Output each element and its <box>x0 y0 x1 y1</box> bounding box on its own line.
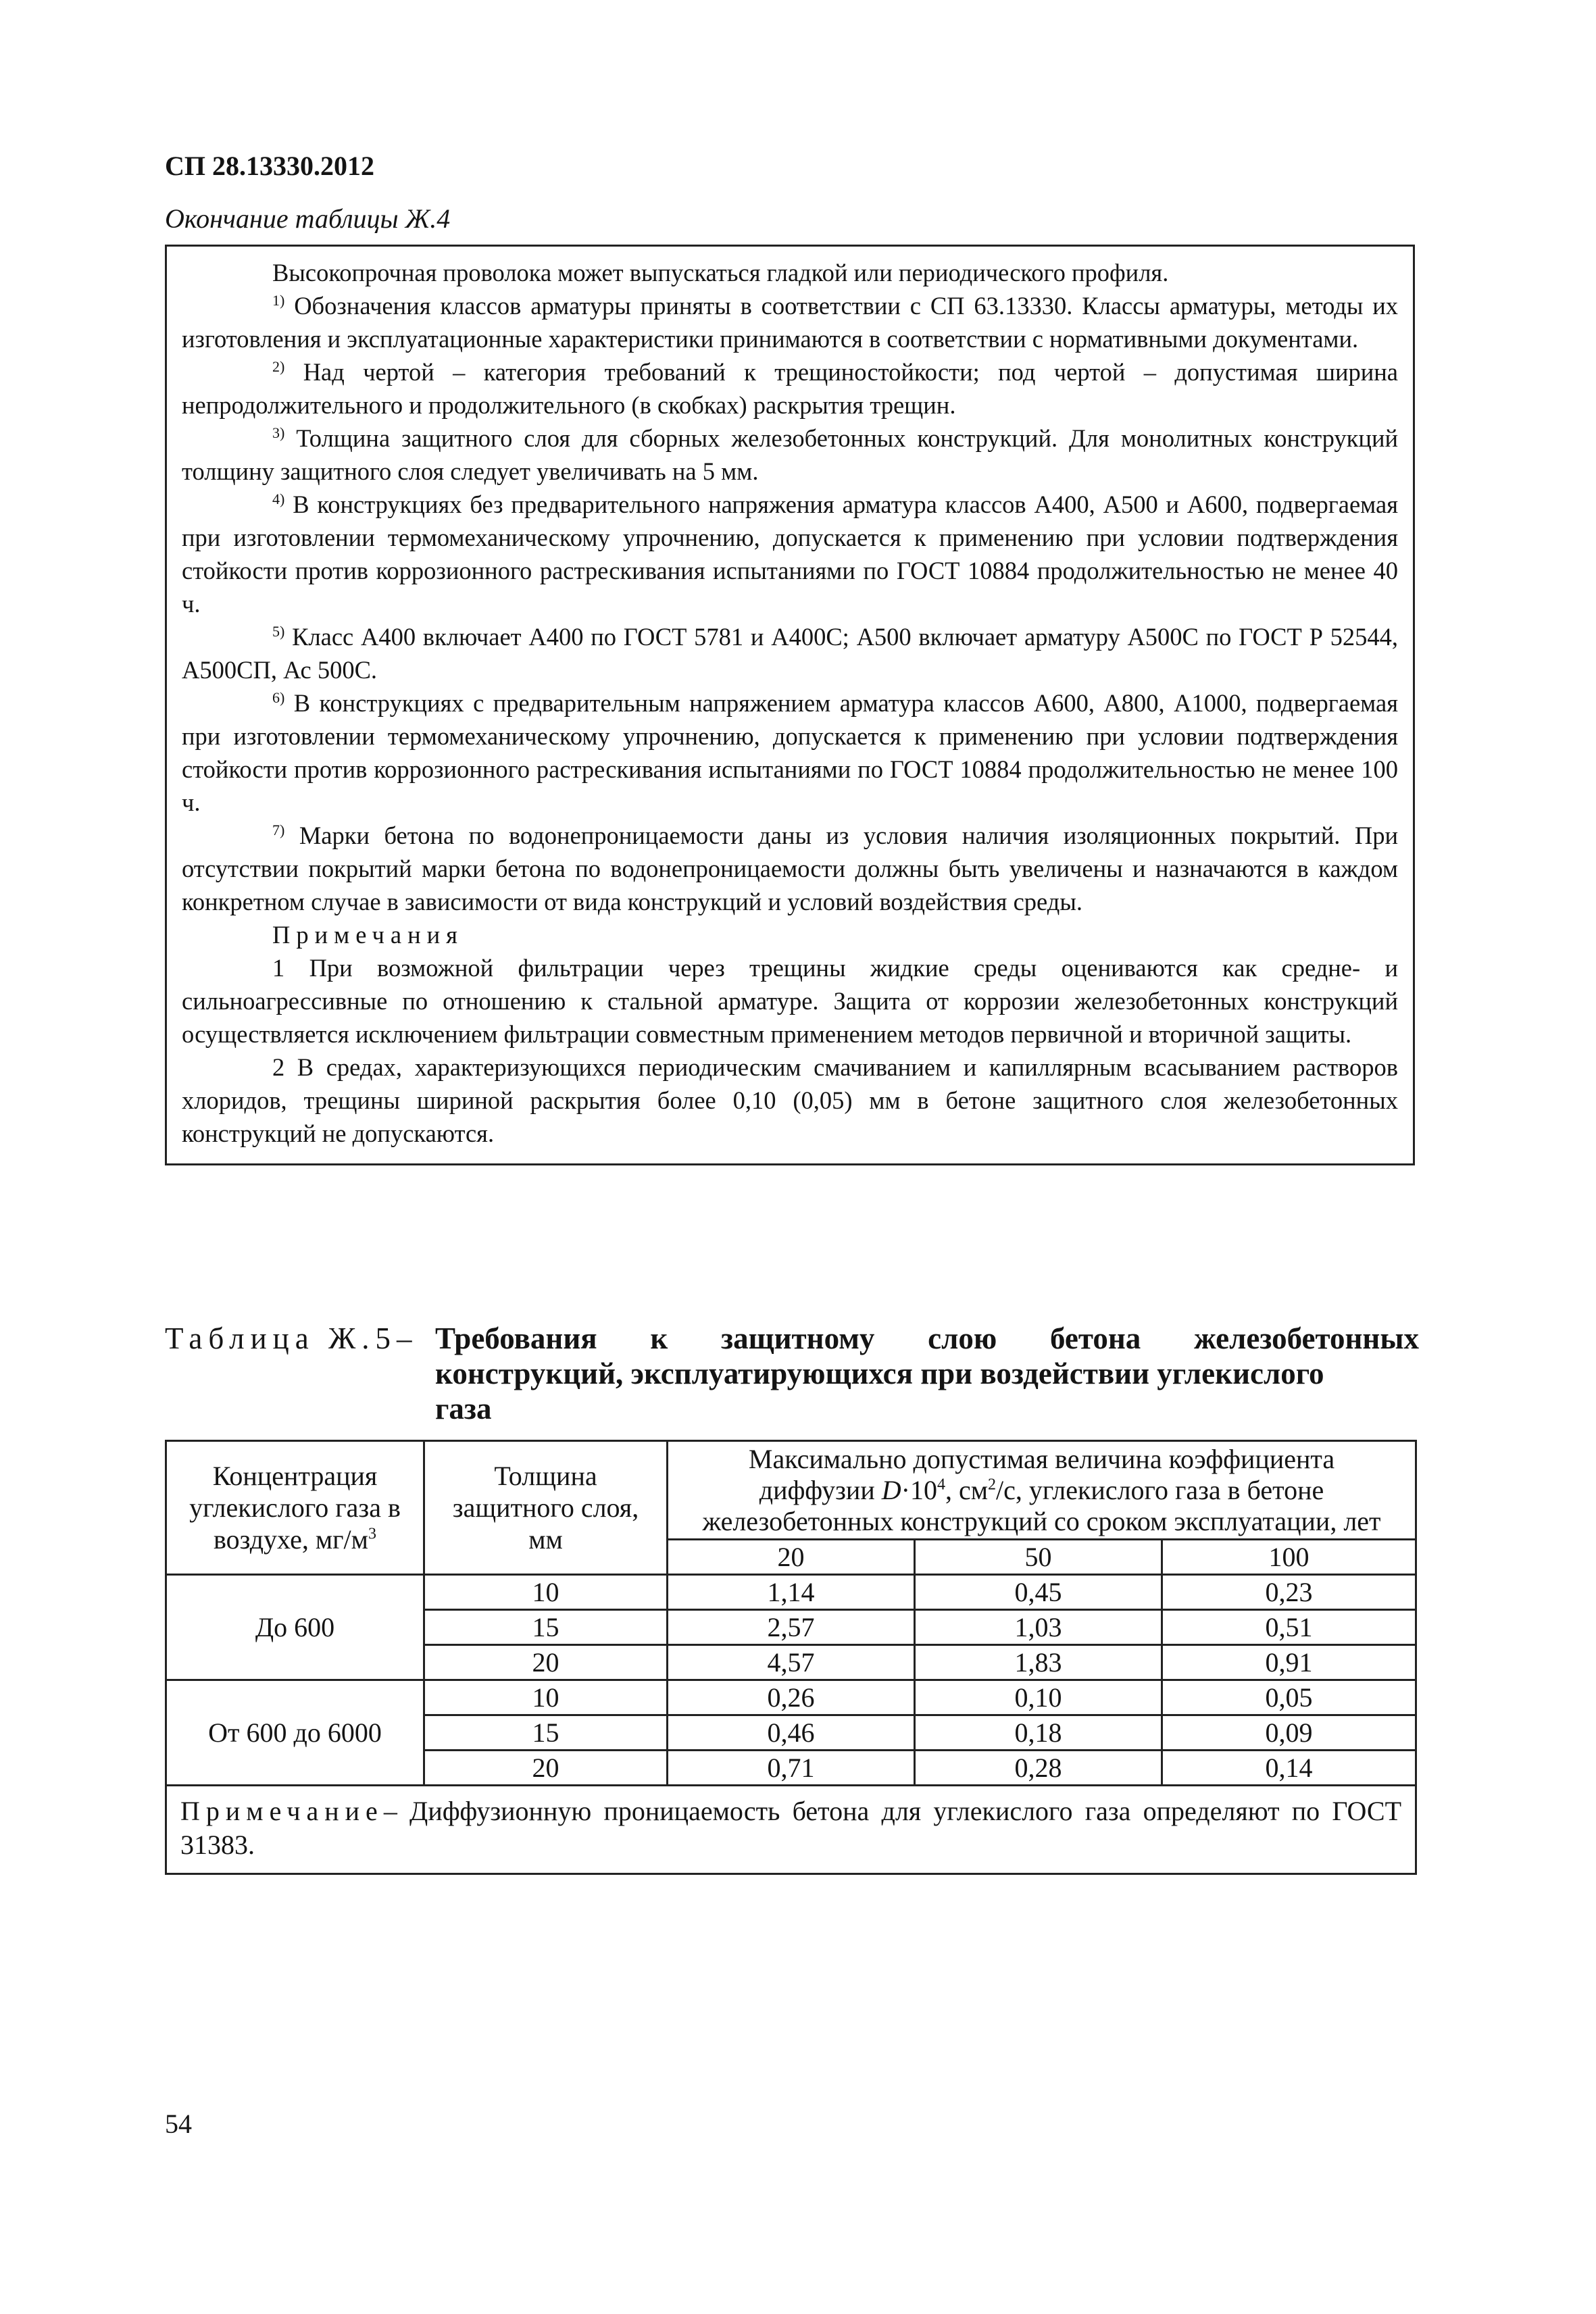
footnote-6 <box>182 686 1398 819</box>
header-concentration <box>166 1441 424 1575</box>
header-fragment: диффузии <box>759 1474 882 1505</box>
value-cell: 0,46 <box>668 1715 915 1751</box>
footnote-text: Класс А400 включает А400 по ГОСТ 5781 и А400С; А500 включает арматуру А500С по ГОСТ Р 52544, А500СП, Ас 500С. <box>182 623 1399 684</box>
value-cell: 0,51 <box>1162 1610 1416 1645</box>
value-cell: 0,10 <box>915 1680 1162 1715</box>
header-line: Толщина <box>494 1461 597 1491</box>
table-label-dash: – <box>397 1322 418 1355</box>
thickness-cell: 10 <box>424 1575 668 1610</box>
value-cell: 1,14 <box>668 1575 915 1610</box>
header-diffusion <box>668 1441 1416 1540</box>
concentration-cell: До 600 <box>166 1575 424 1680</box>
superscript: 4 <box>937 1476 945 1494</box>
value-cell: 0,26 <box>668 1680 915 1715</box>
footnote-mark: 6) <box>272 688 285 706</box>
value-cell: 4,57 <box>668 1645 915 1680</box>
footnote-text: В конструкциях без предварительного напряжения арматура классов А400, А500 и А600, подвергаемая при изготовлении термомеханическому упрочнению, допускается к применению при условии подтверждения стойкости против коррозионного растрескивания испытаниями по ГОСТ 10884 продолжительностью не менее 40 ч. <box>182 491 1399 618</box>
value-cell: 0,45 <box>915 1575 1162 1610</box>
footnote-mark: 5) <box>272 622 285 640</box>
footnote-mark: 3) <box>272 424 285 441</box>
table-note-row <box>166 1786 1416 1874</box>
table-header-row <box>166 1441 1416 1540</box>
table-zh5-label <box>165 1321 418 1356</box>
footnote-text: Обозначения классов арматуры приняты в соответствии с СП 63.13330. Классы арматуры, методы их изготовления и эксплуатационные характеристики принимаются в соответствии с нормативными документами. <box>182 292 1399 353</box>
footnote-text: Марки бетона по водонепроницаемости даны из условия наличия изоляционных покрытий. При отсутствии покрытий марки бетона по водонепроницаемости должны быть увеличены и назначаются в каждом конкретном случае в зависимости от вида конструкций и условий воздействия среды. <box>182 822 1398 915</box>
value-cell: 0,71 <box>668 1751 915 1786</box>
value-cell: 0,14 <box>1162 1751 1416 1786</box>
table-row <box>166 1575 1416 1610</box>
footnote-1 <box>182 289 1398 355</box>
table-continuation-caption: Окончание таблицы Ж.4 <box>165 203 451 234</box>
superscript: 2 <box>988 1476 997 1494</box>
header-thickness <box>424 1441 668 1575</box>
year-cell: 20 <box>668 1540 915 1575</box>
header-line: воздухе, мг/м <box>214 1524 368 1555</box>
thickness-cell: 10 <box>424 1680 668 1715</box>
table-zh5 <box>165 1440 1417 1875</box>
year-cell: 100 <box>1162 1540 1416 1575</box>
header-fragment: /с, углекислого газа в бетоне <box>996 1474 1324 1505</box>
note-label: Примечание <box>180 1796 384 1826</box>
header-line: Максимально допустимая величина коэффициента <box>748 1443 1335 1474</box>
thickness-cell: 15 <box>424 1610 668 1645</box>
table-title-line-3: газа <box>435 1392 492 1426</box>
value-cell: 1,03 <box>915 1610 1162 1645</box>
footnote-text: Толщина защитного слоя для сборных железобетонных конструкций. Для монолитных конструкций толщину защитного слоя следует увеличивать на 5 мм. <box>182 424 1399 485</box>
note-text: – Диффузионную проницаемость бетона для углекислого газа определяют по ГОСТ 31383. <box>180 1796 1402 1860</box>
header-fragment: , см <box>945 1474 989 1505</box>
symbol-d: D <box>881 1474 901 1505</box>
header-line: железобетонных конструкций со сроком эксплуатации, лет <box>702 1505 1381 1536</box>
page-number: 54 <box>165 2109 192 2139</box>
value-cell: 0,05 <box>1162 1680 1416 1715</box>
notes-heading: Примечания <box>272 921 464 949</box>
footnote-text: Над чертой – категория требований к трещиностойкости; под чертой – допустимая ширина непродолжительного и продолжительного (в скобках) раскрытия трещин. <box>182 358 1399 419</box>
header-line: углекислого газа в <box>189 1492 401 1523</box>
table-zh4-footnotes-box <box>165 245 1415 1165</box>
note-1: 1 При возможной фильтрации через трещины жидкие среды оцениваются как средне- и сильноагрессивные по отношению к стальной арматуре. Защита от коррозии железобетонных конструкций осуществляется исключением фильтрации совместным применением методов первичной и вторичной защиты. <box>182 954 1398 1048</box>
value-cell: 0,18 <box>915 1715 1162 1751</box>
header-line <box>759 1475 1324 1505</box>
footnote-text: В конструкциях с предварительным напряжением арматура классов А600, А800, А1000, подвергаемая при изготовлении термомеханическому упрочнению, допускается к применению при условии подтверждения стойкости против коррозионного растрескивания испытаниями по ГОСТ 10884 продолжительностью не менее 100 ч. <box>182 689 1399 816</box>
table-zh5-title <box>435 1321 1419 1426</box>
footnote-4 <box>182 488 1398 620</box>
header-fragment: ·10 <box>901 1474 937 1505</box>
table-title-line-1: Требования к защитному слою бетона железобетонных <box>435 1322 1419 1355</box>
value-cell: 2,57 <box>668 1610 915 1645</box>
table-row <box>166 1680 1416 1715</box>
header-line: защитного слоя, <box>452 1492 639 1523</box>
footnote-mark: 7) <box>272 821 285 838</box>
header-line: Концентрация <box>212 1461 378 1491</box>
footnote-7 <box>182 819 1398 918</box>
footnote-mark: 4) <box>272 490 285 507</box>
note-2: 2 В средах, характеризующихся периодическим смачиванием и капиллярным всасыванием растворов хлоридов, трещины шириной раскрытия более 0,10 (0,05) мм в бетоне защитного слоя железобетонных конструкций не допускаются. <box>182 1053 1398 1147</box>
footnote-mark: 2) <box>272 357 285 375</box>
value-cell: 0,09 <box>1162 1715 1416 1751</box>
table-note <box>166 1786 1416 1874</box>
value-cell: 1,83 <box>915 1645 1162 1680</box>
document-code: СП 28.13330.2012 <box>165 151 374 181</box>
thickness-cell: 15 <box>424 1715 668 1751</box>
footnote-0 <box>182 256 1398 289</box>
footnote-2 <box>182 355 1398 422</box>
header-line: мм <box>528 1524 563 1555</box>
thickness-cell: 20 <box>424 1751 668 1786</box>
thickness-cell: 20 <box>424 1645 668 1680</box>
footnote-text: Высокопрочная проволока может выпускаться гладкой или периодического профиля. <box>272 259 1169 286</box>
concentration-cell: От 600 до 6000 <box>166 1680 424 1786</box>
footnote-5 <box>182 620 1398 686</box>
footnote-mark: 1) <box>272 291 285 309</box>
value-cell: 0,91 <box>1162 1645 1416 1680</box>
table-title-line-2: конструкций, эксплуатирующихся при воздействии углекислого <box>435 1357 1324 1390</box>
footnote-3 <box>182 422 1398 488</box>
superscript: 3 <box>368 1525 376 1543</box>
year-cell: 50 <box>915 1540 1162 1575</box>
table-label-text: Таблица Ж.5 <box>165 1322 397 1355</box>
value-cell: 0,23 <box>1162 1575 1416 1610</box>
value-cell: 0,28 <box>915 1751 1162 1786</box>
